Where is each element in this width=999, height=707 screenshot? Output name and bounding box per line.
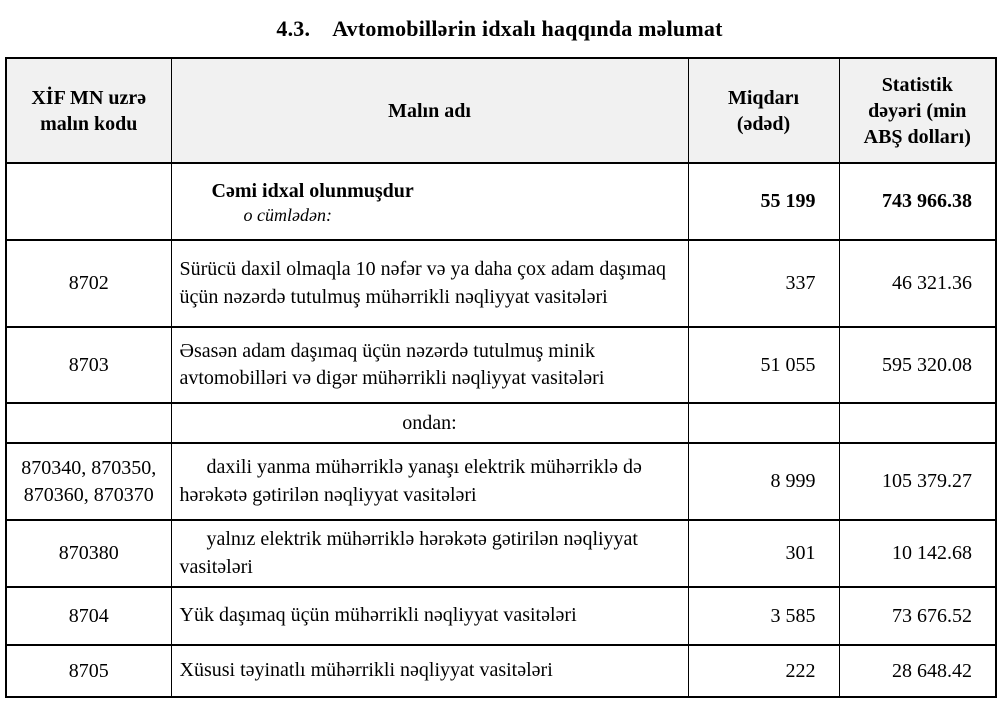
table-row-hybrid (6, 443, 996, 520)
value-cell: 28 648.42 (839, 645, 996, 697)
commodity-code-cell: 8703 (6, 327, 171, 403)
table-row-ondan (6, 403, 996, 443)
header-commodity-code: XİF MN uzrə malın kodu (6, 58, 171, 163)
section-number: 4.3. (276, 16, 311, 41)
commodity-code-cell: 870340, 870350, 870360, 870370 (6, 443, 171, 520)
commodity-code-cell (6, 163, 171, 240)
commodity-name-cell: Xüsusi təyinatlı mühərrikli nəqliyyat vasitələri (171, 645, 688, 697)
commodity-code-cell: 8704 (6, 587, 171, 645)
subsection-label-cell: ondan: (171, 403, 688, 443)
quantity-cell: 337 (688, 240, 839, 327)
value-cell: 743 966.38 (839, 163, 996, 240)
value-cell (839, 403, 996, 443)
table-row-electric (6, 520, 996, 587)
quantity-cell: 3 585 (688, 587, 839, 645)
section-title-text: Avtomobillərin idxalı haqqında məlumat (332, 16, 723, 41)
commodity-name-cell: Yük daşımaq üçün mühərrikli nəqliyyat vasitələri (171, 587, 688, 645)
value-cell: 46 321.36 (839, 240, 996, 327)
total-sublabel: o cümlədən: (243, 204, 332, 225)
commodity-name-cell: Sürücü daxil olmaqla 10 nəfər və ya daha çox adam daşımaq üçün nəzərdə tutulmuş mühərrikli nəqliyyat vasitələri (171, 240, 688, 327)
quantity-cell: 55 199 (688, 163, 839, 240)
table-row-8702 (6, 240, 996, 327)
value-cell: 10 142.68 (839, 520, 996, 587)
table-header-row (6, 58, 996, 163)
quantity-cell (688, 403, 839, 443)
table-row-8703 (6, 327, 996, 403)
header-statistical-value: Statistik dəyəri (min ABŞ dolları) (839, 58, 996, 163)
header-commodity-name: Malın adı (171, 58, 688, 163)
quantity-cell: 301 (688, 520, 839, 587)
quantity-cell: 222 (688, 645, 839, 697)
section-title (0, 0, 999, 42)
commodity-name-cell: Əsasən adam daşımaq üçün nəzərdə tutulmuş minik avtomobilləri və digər mühərrikli nəqliyyat vasitələri (171, 327, 688, 403)
commodity-name-cell: yalnız elektrik mühərriklə hərəkətə gətirilən nəqliyyat vasitələri (171, 520, 688, 587)
table-row-8705 (6, 645, 996, 697)
value-cell: 105 379.27 (839, 443, 996, 520)
quantity-cell: 51 055 (688, 327, 839, 403)
commodity-code-cell: 8705 (6, 645, 171, 697)
commodity-code-cell (6, 403, 171, 443)
commodity-name-cell: daxili yanma mühərriklə yanaşı elektrik mühərriklə də hərəkətə gətirilən nəqliyyat vasitələri (171, 443, 688, 520)
value-cell: 73 676.52 (839, 587, 996, 645)
quantity-cell: 8 999 (688, 443, 839, 520)
total-label: Cəmi idxal olunmuşdur (211, 179, 414, 202)
commodity-code-cell: 8702 (6, 240, 171, 327)
commodity-code-cell: 870380 (6, 520, 171, 587)
table-row-total (6, 163, 996, 240)
value-cell: 595 320.08 (839, 327, 996, 403)
header-quantity: Miqdarı (ədəd) (688, 58, 839, 163)
commodity-name-cell (171, 163, 688, 240)
table-row-8704 (6, 587, 996, 645)
imports-table (5, 57, 997, 698)
